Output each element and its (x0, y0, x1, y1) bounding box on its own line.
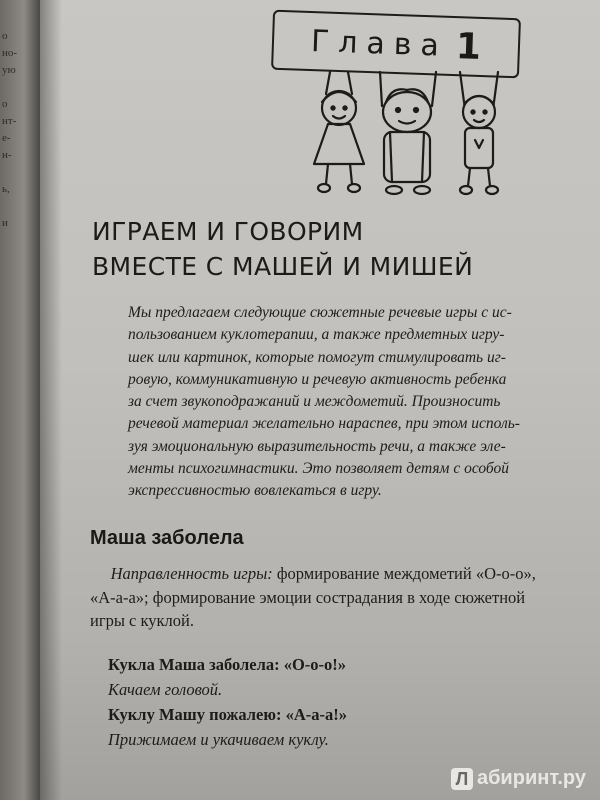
page-gutter-shadow (40, 0, 62, 800)
title-line-2: ВМЕСТЕ С МАШЕЙ И МИШЕЙ (92, 252, 474, 281)
children-illustration (282, 64, 532, 204)
purpose-line: «А-а-а»; формирование эмоции сострадания в ходе сюжетной (90, 587, 526, 607)
intro-line: речевой материал желательно нараспев, при этом исполь- (128, 415, 520, 433)
script-line-action: Качаем головой. (108, 680, 223, 699)
intro-line: Мы предлагаем следующие сюжетные речевые игры с ис- (128, 304, 512, 321)
labirint-watermark (451, 767, 586, 790)
purpose-text: формирование междометий «О-о-о», (272, 564, 536, 583)
intro-line: пользованием куклотерапии, а также предметных игру- (128, 326, 505, 344)
intro-line: экспрессивностью вовлекаться в игру. (128, 482, 382, 500)
previous-page-text-fragment: о но- ую о нт- е- н- ь, и (2, 30, 18, 229)
chapter-number: 1 (455, 25, 482, 68)
girl-figure (314, 72, 364, 192)
labirint-logo-icon: Л (451, 768, 473, 790)
game-script (108, 652, 548, 752)
chubby-boy-figure (380, 72, 436, 194)
purpose-label: Направленность игры: (110, 564, 273, 583)
intro-line: за счет звукоподражаний и междометий. Произносить (128, 393, 501, 411)
chapter-label: Глава (310, 23, 449, 64)
game-section-title: Маша заболела (90, 527, 244, 549)
title-line-1: ИГРАЕМ И ГОВОРИМ (92, 217, 364, 246)
purpose-line: игры с куклой. (90, 611, 194, 630)
intro-line: шек или картинок, которые помогут стимулировать иг- (128, 348, 506, 366)
script-line-verse: Кукла Маша заболела: «О-о-о!» (108, 655, 347, 674)
intro-line: менты психогимнастики. Это позволяет детям с особой (128, 460, 509, 478)
game-purpose (90, 562, 545, 633)
boy-figure (460, 72, 498, 194)
script-line-verse: Куклу Машу пожалею: «А-а-а!» (108, 705, 347, 724)
purpose-line-1 (90, 562, 545, 586)
script-line-action: Прижимаем и укачиваем куклу. (108, 730, 329, 749)
chapter-title (92, 214, 572, 284)
intro-paragraph (128, 302, 548, 503)
intro-line: ровую, коммуникативную и речевую активность ребенка (128, 370, 507, 388)
intro-line: зуя эмоциональную выразительность речи, а также эле- (128, 437, 506, 455)
watermark-text: абиринт.ру (476, 767, 586, 789)
previous-page-edge (0, 0, 40, 800)
